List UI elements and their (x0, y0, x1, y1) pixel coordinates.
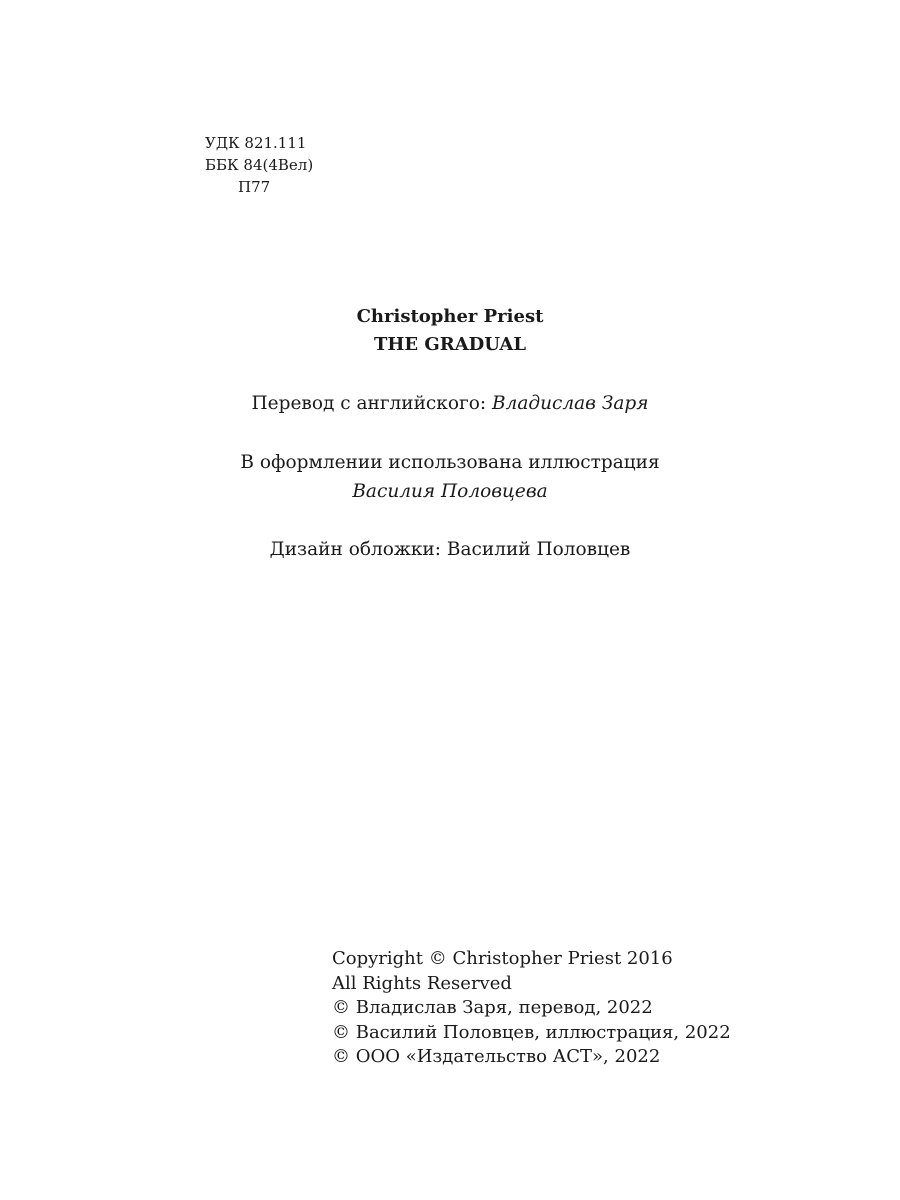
original-title-block (0, 303, 900, 359)
cover-design-credit: Дизайн обложки: Василий Половцев (269, 539, 631, 560)
copyright-line: © Василий Половцев, иллюстрация, 2022 (332, 1021, 731, 1043)
illustration-line: В оформлении использована иллюстрация (240, 452, 660, 473)
original-title: THE GRADUAL (373, 334, 527, 355)
original-author: Christopher Priest (356, 306, 544, 327)
translation-credit (0, 389, 900, 418)
author-mark: П77 (238, 178, 271, 196)
classification-block (205, 132, 313, 198)
illustrator-name: Василия Половцева (352, 481, 548, 502)
copyright-block (332, 947, 731, 1070)
translation-prefix: Перевод с английского: (251, 393, 492, 414)
udk-code: УДК 821.111 (205, 134, 307, 152)
copyright-line: Copyright © Christopher Priest 2016 (332, 948, 673, 969)
translator-name: Владислав Заря (491, 393, 649, 414)
copyright-line: © ООО «Издательство АСТ», 2022 (332, 1046, 661, 1067)
bbk-code: ББК 84(4Вел) (205, 156, 314, 174)
copyright-line: © Владислав Заря, перевод, 2022 (332, 997, 653, 1018)
illustration-credit (0, 448, 900, 506)
copyright-line: All Rights Reserved (332, 972, 512, 994)
